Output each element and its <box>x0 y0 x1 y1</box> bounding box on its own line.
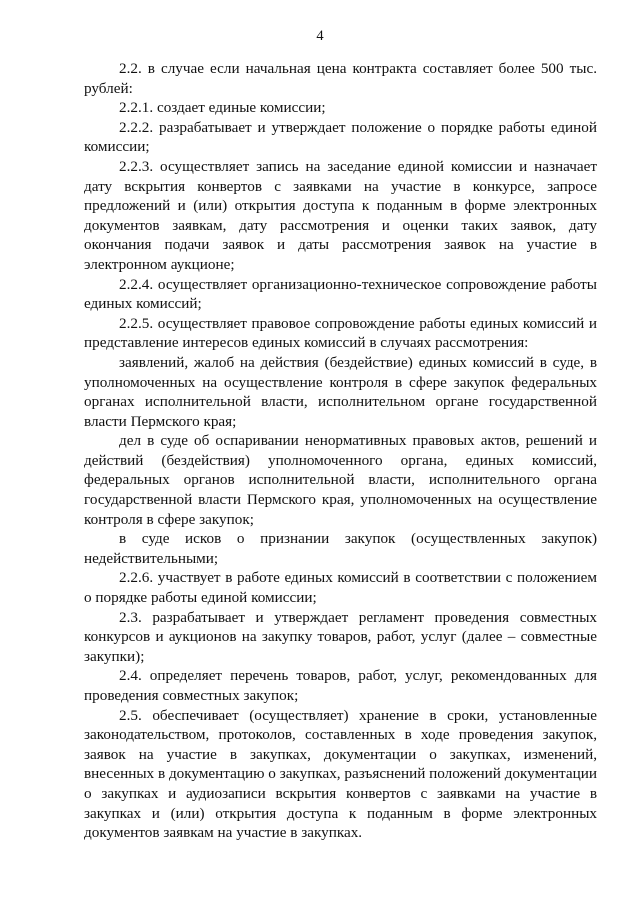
paragraph-2-2: 2.2. в случае если начальная цена контракта составляет более 500 тыс. рублей: <box>84 60 597 97</box>
paragraph-2-3: 2.3. разрабатывает и утверждает регламент проведения совместных конкурсов и аукционов на закупку товаров, работ, услуг (далее – совместные закупки); <box>84 608 597 665</box>
paragraph-2-2-5-court-cases: дел в суде об оспаривании ненормативных правовых актов, решений и действий (бездействия) уполномоченного органа, единых комиссий, федеральных органов исполнительной власти, исполнительного органа государственной власти Пермского края, уполномоченных на осуществление контроля в сфере закупок; <box>84 432 597 528</box>
page-number: 4 <box>316 28 324 44</box>
paragraph-2-2-5-statements: заявлений, жалоб на действия (бездействие) единых комиссий в суде, в уполномоченных на осуществление контроля в сфере закупок федеральных органах исполнительной власти, исполнительном органе государственной власти Пермского края; <box>84 353 597 430</box>
document-body <box>84 59 597 843</box>
paragraph-2-2-1: 2.2.1. создает единые комиссии; <box>119 99 326 117</box>
paragraph-2-2-2: 2.2.2. разрабатывает и утверждает положение о порядке работы единой комиссии; <box>84 118 597 156</box>
paragraph-2-2-3: 2.2.3. осуществляет запись на заседание единой комиссии и назначает дату вскрытия конвертов с заявками на участие в конкурсе, запросе предложений и (или) открытия доступа к поданным в форме электронных документов заявкам, дату рассмотрения и оценки таких заявок, дату окончания подачи заявок и даты рассмотрения заявок на участие в электронном аукционе; <box>84 157 597 273</box>
paragraph-2-2-5: 2.2.5. осуществляет правовое сопровождение работы единых комиссий и представление интересов единых комиссий в случаях рассмотрения: <box>84 314 597 352</box>
paragraph-2-2-6: 2.2.6. участвует в работе единых комиссий в соответствии с положением о порядке работы единой комиссии; <box>84 569 597 607</box>
paragraph-2-5: 2.5. обеспечивает (осуществляет) хранение в сроки, установленные законодательством, протоколов, составленных в ходе проведения закупок, заявок на участие в закупках, документации о закупках, изменений, внесенных в документацию о закупках, разъяснений положений документации о закупках и аудиозаписи вскрытия конвертов с заявками на участие в закупках и (или) открытия доступа к поданным в форме электронных документов заявкам на участие в закупках. <box>84 706 597 842</box>
paragraph-2-2-4: 2.2.4. осуществляет организационно-техническое сопровождение работы единых комиссий; <box>84 275 597 313</box>
paragraph-2-4: 2.4. определяет перечень товаров, работ, услуг, рекомендованных для проведения совместных закупок; <box>84 667 597 704</box>
paragraph-2-2-5-claims: в суде исков о признании закупок (осуществленных закупок) недействительными; <box>84 530 597 567</box>
